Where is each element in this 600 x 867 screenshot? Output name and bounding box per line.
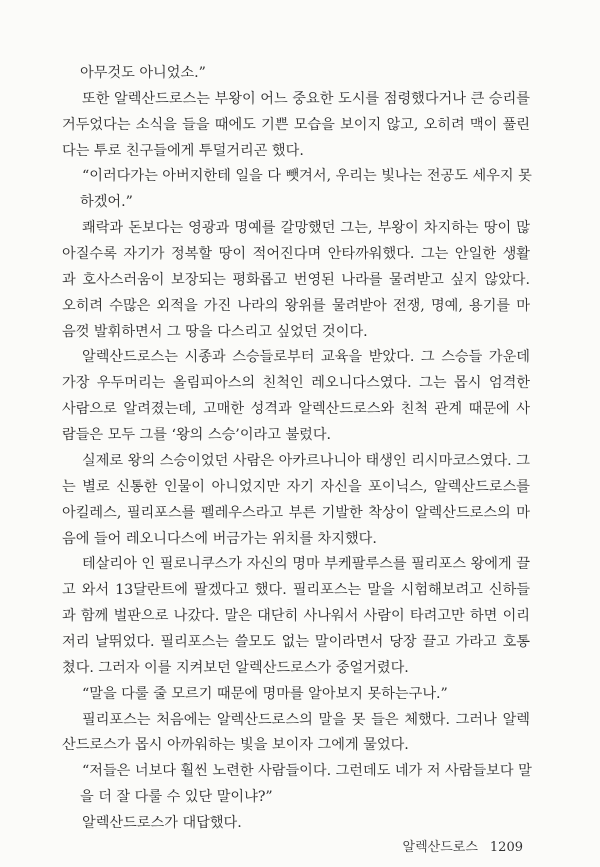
text-line: 또한 알렉산드로스는 부왕이 어느 중요한 도시를 점령했다거나 큰 승리를: [82, 91, 530, 107]
running-title: 알렉산드로스: [402, 840, 478, 855]
page-footer: [0, 836, 523, 855]
text-line: 쾌락과 돈보다는 영광과 명예를 갈망했던 그는, 부왕이 차지하는 땅이 많: [82, 220, 530, 236]
text-line: “이러다가는 아버지한테 일을 다 뺏겨서, 우리는 빛나는 전공도 세우지 못: [82, 168, 532, 184]
text-line: 아킬레스, 필리포스를 펠레우스라고 부른 기발한 착상이 알렉산드로스의 마: [62, 505, 530, 521]
text-line: 람들은 모두 그를 ‘왕의 스승’이라고 불렀다.: [62, 427, 332, 443]
text-line: 테살리아 인 필로니쿠스가 자신의 명마 부케팔루스를 필리포스 왕에게 끌: [82, 556, 530, 572]
text-line: 과 함께 벌판으로 나갔다. 말은 대단히 사나워서 사람이 타려고만 하면 이리: [62, 608, 530, 624]
text-line: 아질수록 자기가 정복할 땅이 적어진다며 안타까워했다. 그는 안일한 생활: [62, 246, 530, 262]
page-number: 1209: [489, 840, 523, 855]
text-line: 음에 들어 레오니다스에 버금가는 위치를 차지했다.: [62, 531, 377, 547]
text-line: 는 별로 신통한 인물이 아니었지만 자기 자신을 포이닉스, 알렉산드로스를: [62, 479, 530, 495]
text-line: 쳤다. 그러자 이를 지켜보던 알렉산드로스가 중얼거렸다.: [62, 660, 409, 676]
text-line: 다는 투로 친구들에게 투덜거리곤 했다.: [62, 143, 304, 159]
text-line: 음껏 발휘하면서 그 땅을 다스리고 싶었던 것이다.: [62, 324, 368, 340]
text-line: 하겠어.”: [80, 194, 133, 210]
text-line: 알렉산드로스가 대답했다.: [82, 815, 242, 831]
text-line: 저리 날뛰었다. 필리포스는 쓸모도 없는 말이라면서 당장 끌고 가라고 호통: [62, 634, 530, 650]
text-line: 필리포스는 처음에는 알렉산드로스의 말을 못 들은 체했다. 그러나 알렉: [82, 712, 530, 728]
text-line: 과 호사스러움이 보장되는 평화롭고 번영된 나라를 물려받고 싶지 않았다.: [62, 272, 530, 288]
text-line: 고 와서 13달란트에 팔겠다고 했다. 필리포스는 말을 시험해보려고 신하들: [62, 582, 530, 598]
text-line: 오히려 수많은 외적을 가진 나라의 왕위를 물려받아 전쟁, 명예, 용기를 마: [62, 298, 530, 314]
text-line: 아무것도 아니었소.”: [80, 65, 206, 81]
text-line: 가장 우두머리는 올림피아스의 친척인 레오니다스였다. 그는 몹시 엄격한: [62, 375, 530, 391]
text-line: “저들은 너보다 훨씬 노련한 사람들이다. 그런데도 네가 저 사람들보다 말: [82, 763, 532, 779]
text-line: 실제로 왕의 스승이었던 사람은 아카르나니아 태생인 리시마코스였다. 그: [82, 453, 530, 469]
text-line: 알렉산드로스는 시종과 스승들로부터 교육을 받았다. 그 스승들 가운데: [82, 349, 530, 365]
text-line: 산드로스가 몹시 아까워하는 빛을 보이자 그에게 물었다.: [62, 737, 409, 753]
text-line: 사람으로 알려졌는데, 고매한 성격과 알렉산드로스와 친척 관계 때문에 사: [62, 401, 530, 417]
text-line: “말을 다룰 줄 모르기 때문에 명마를 알아보지 못하는구나.”: [82, 686, 448, 702]
text-line: 거두었다는 소식을 들을 때에도 기쁜 모습을 보이지 않고, 오히려 맥이 풀린: [62, 117, 530, 133]
text-line: 을 더 잘 다룰 수 있단 말이냐?”: [80, 789, 273, 805]
